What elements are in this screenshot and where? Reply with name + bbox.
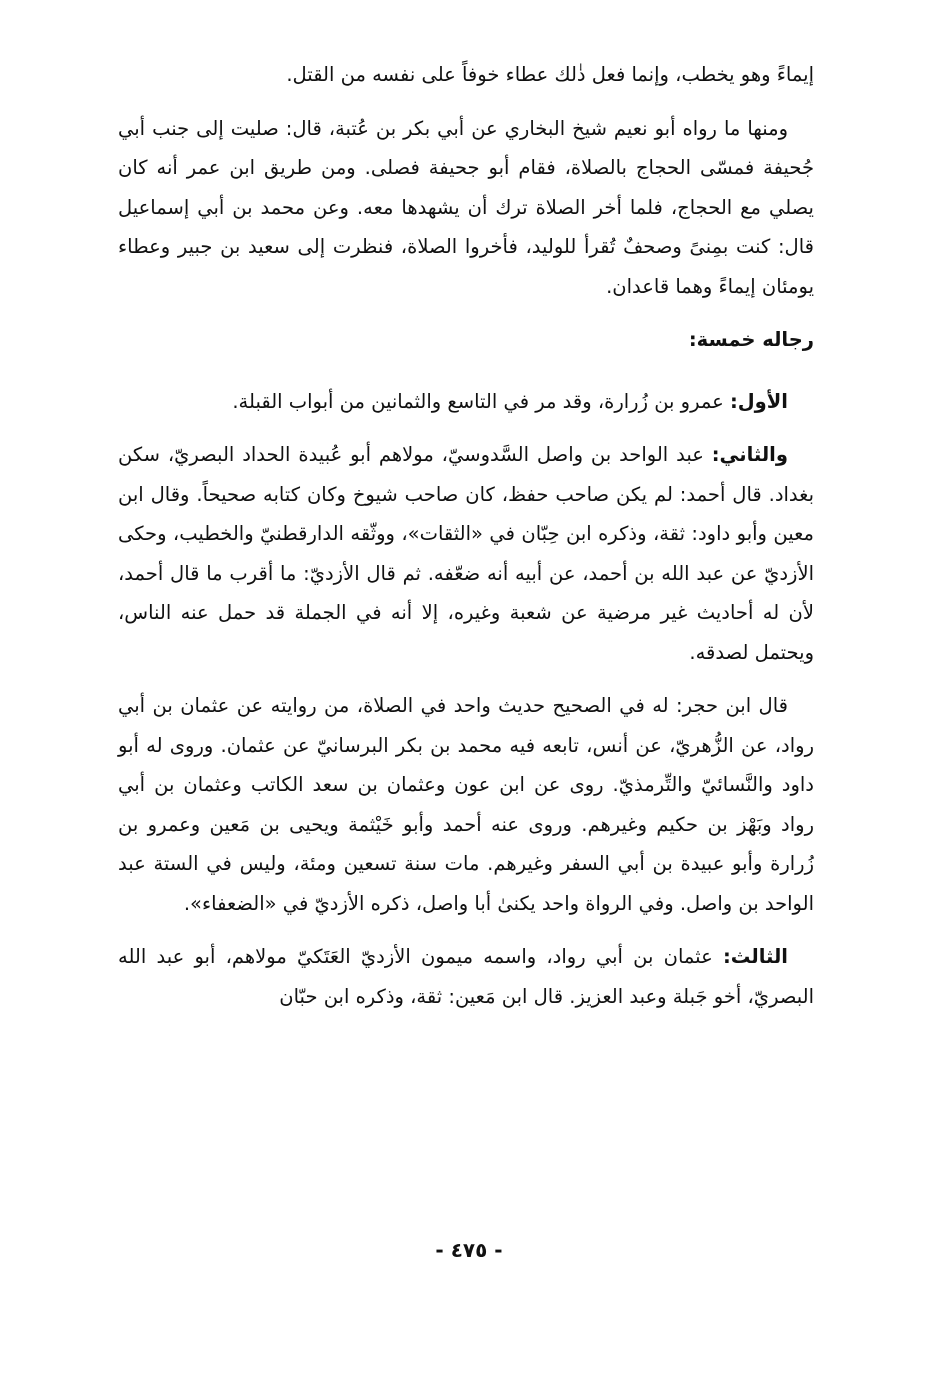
narrator-third: [118, 937, 814, 1016]
paragraph-continuation: إيماءً وهو يخطب، وإنما فعل ذٰلك عطاء خوفاً على نفسه من القتل.: [286, 63, 814, 86]
page-number: - ٤٧٥ -: [435, 1238, 503, 1262]
narrator-first: [118, 382, 814, 422]
paragraph-narrations: ومنها ما رواه أبو نعيم شيخ البخاري عن أبي بكر بن عُتبة، قال: صليت إلى جنب أبي جُحيفة فمسّى الحجاج بالصلاة، فقام أبو جحيفة فصلى. ومن طريق ابن عمر أنه كان يصلي مع الحجاج، فلما أخر الصلاة ترك أن يشهدها معه. وعن محمد بن أبي إسماعيل قال: كنت بمِنىً وصحفٌ تُقرأ للوليد، فأخروا الصلاة، فنظرت إلى سعيد بن جبير وعطاء يومئان إيماءً وهما قاعدان.: [118, 116, 814, 298]
narrator-second-label: والثاني:: [711, 443, 788, 466]
narrator-second: [118, 435, 814, 672]
page-body: [118, 55, 814, 1030]
paragraph-ibn-hajar: قال ابن حجر: له في الصحيح حديث واحد في الصلاة، من روايته عن عثمان بن أبي رواد، عن الزُّهريّ، عن أنس، تابعه فيه محمد بن بكر البرسانيّ عن عثمان. وروى له أبو داود والنَّسائيّ والتِّرمذيّ. روى عن ابن عون وعثمان بن سعد الكاتب وعثمان بن أبي رواد وبَهْز بن حكيم وغيرهم. وروى عنه أحمد وأبو خَيْثمة ويحيى بن مَعين وعمرو بن زُرارة وأبو عبيدة بن أبي السفر وغيرهم. مات سنة تسعين ومئة، وليس في الستة عبد الواحد بن واصل. وفي الرواة واحد يكنىٰ أبا واصل، ذكره الأزديّ في «الضعفاء».: [118, 694, 814, 915]
narrator-second-text: عبد الواحد بن واصل السَّدوسيّ، مولاهم أبو عُبيدة الحداد البصريّ، سكن بغداد. قال أحمد: لم يكن صاحب حفظ، كان صاحب شيوخ وكان كتابه صحيحاً. وقال ابن معين وأبو داود: ثقة، وذكره ابن حِبّان في «الثقات»، ووثّقه الدارقطنيّ والخطيب، وحكى الأزديّ عن عبد الله بن أحمد، عن أبيه أنه ضعّفه. ثم قال الأزديّ: ما أقرب ما قال أحمد، لأن له أحاديث غير مرضية عن شعبة وغيره، إلا أنه في الجملة قد حمل عنه الناس، ويحتمل لصدقه.: [118, 443, 814, 664]
narrator-third-text: عثمان بن أبي رواد، واسمه ميمون الأزديّ العَتَكيّ مولاهم، أبو عبد الله البصريّ، أخو جَبلة وعبد العزيز. قال ابن مَعين: ثقة، وذكره ابن حبّان: [118, 945, 814, 1008]
narrator-third-label: الثالث:: [722, 945, 788, 968]
section-heading-narrators: رجاله خمسة:: [688, 328, 814, 351]
narrator-first-text: عمرو بن زُرارة، وقد مر في التاسع والثمانين من أبواب القبلة.: [232, 389, 730, 413]
narrator-first-label: الأول:: [729, 389, 788, 413]
